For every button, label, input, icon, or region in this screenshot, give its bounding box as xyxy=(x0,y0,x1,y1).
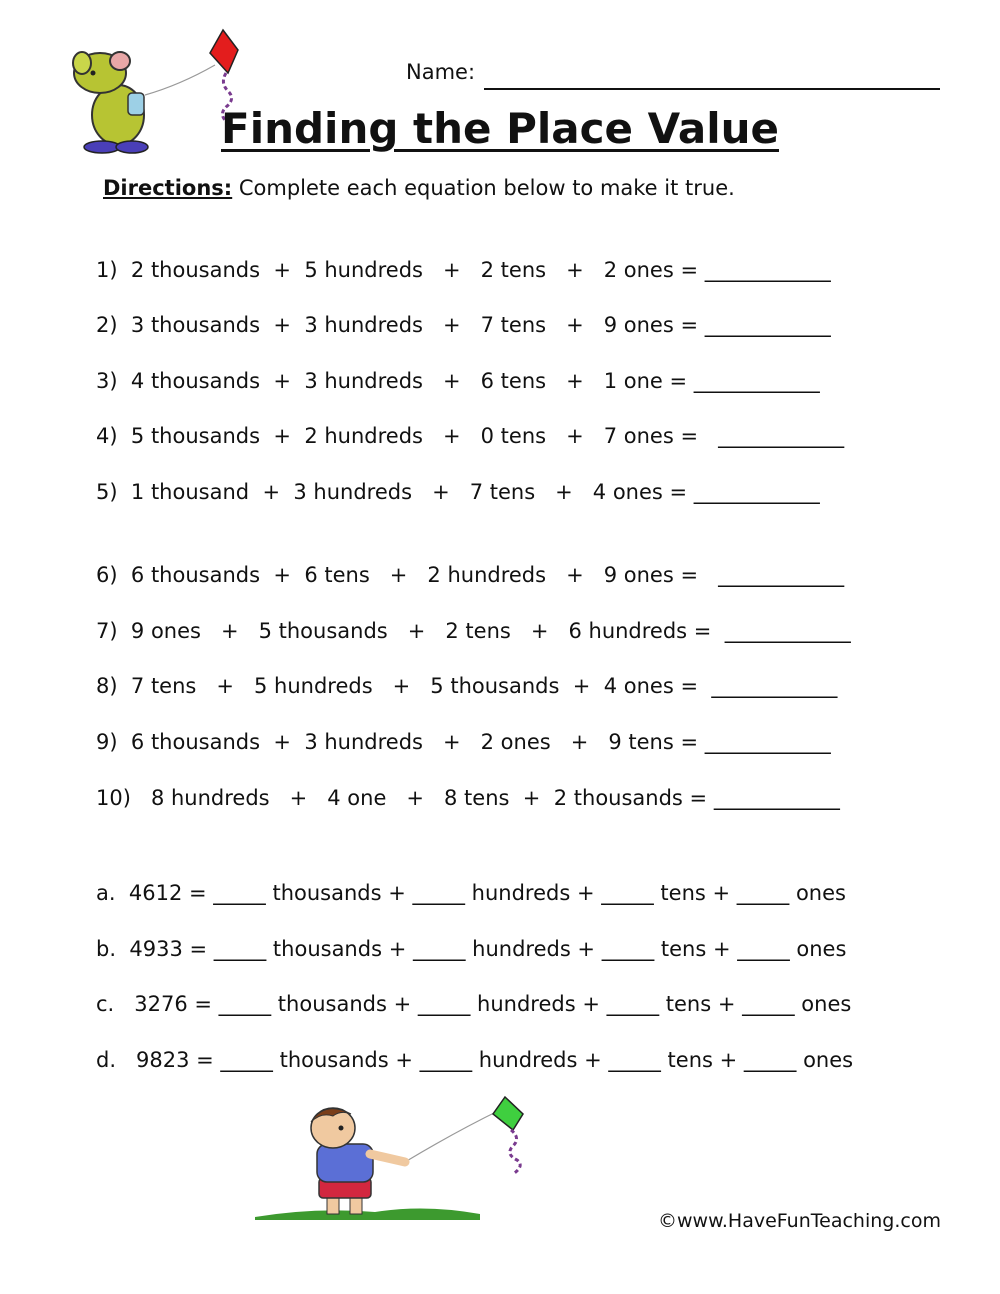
copyright-footer: ©www.HaveFunTeaching.com xyxy=(658,1210,941,1232)
directions-text: Complete each equation below to make it true. xyxy=(232,176,735,200)
problem-10: 10) 8 hundreds + 4 one + 8 tens + 2 thousands = ____________ xyxy=(96,786,840,810)
problem-8: 8) 7 tens + 5 hundreds + 5 thousands + 4 ones = ____________ xyxy=(96,674,838,698)
problem-7: 7) 9 ones + 5 thousands + 2 tens + 6 hundreds = ____________ xyxy=(96,619,851,643)
decompose-c: c. 3276 = _____ thousands + _____ hundreds + _____ tens + _____ ones xyxy=(96,992,852,1016)
problem-5: 5) 1 thousand + 3 hundreds + 7 tens + 4 ones = ____________ xyxy=(96,480,820,504)
name-field-line[interactable] xyxy=(484,88,940,90)
problem-6: 6) 6 thousands + 6 tens + 2 hundreds + 9 ones = ____________ xyxy=(96,563,845,587)
name-label: Name: xyxy=(406,60,476,84)
directions-label: Directions: xyxy=(103,176,233,200)
problem-3: 3) 4 thousands + 3 hundreds + 6 tens + 1 one = ____________ xyxy=(96,369,820,393)
problem-2: 2) 3 thousands + 3 hundreds + 7 tens + 9 ones = ____________ xyxy=(96,313,831,337)
page-title: Finding the Place Value xyxy=(221,104,779,153)
directions xyxy=(103,176,735,200)
problem-9: 9) 6 thousands + 3 hundreds + 2 ones + 9 tens = ____________ xyxy=(96,730,831,754)
problem-4: 4) 5 thousands + 2 hundreds + 0 tens + 7 ones = ____________ xyxy=(96,424,845,448)
boy-with-kite-illustration xyxy=(255,1092,555,1227)
decompose-d: d. 9823 = _____ thousands + _____ hundreds + _____ tens + _____ ones xyxy=(96,1048,854,1072)
decompose-a: a. 4612 = _____ thousands + _____ hundreds + _____ tens + _____ ones xyxy=(96,881,846,905)
decompose-b: b. 4933 = _____ thousands + _____ hundreds + _____ tens + _____ ones xyxy=(96,937,847,961)
problem-1: 1) 2 thousands + 5 hundreds + 2 tens + 2 ones = ____________ xyxy=(96,258,831,282)
